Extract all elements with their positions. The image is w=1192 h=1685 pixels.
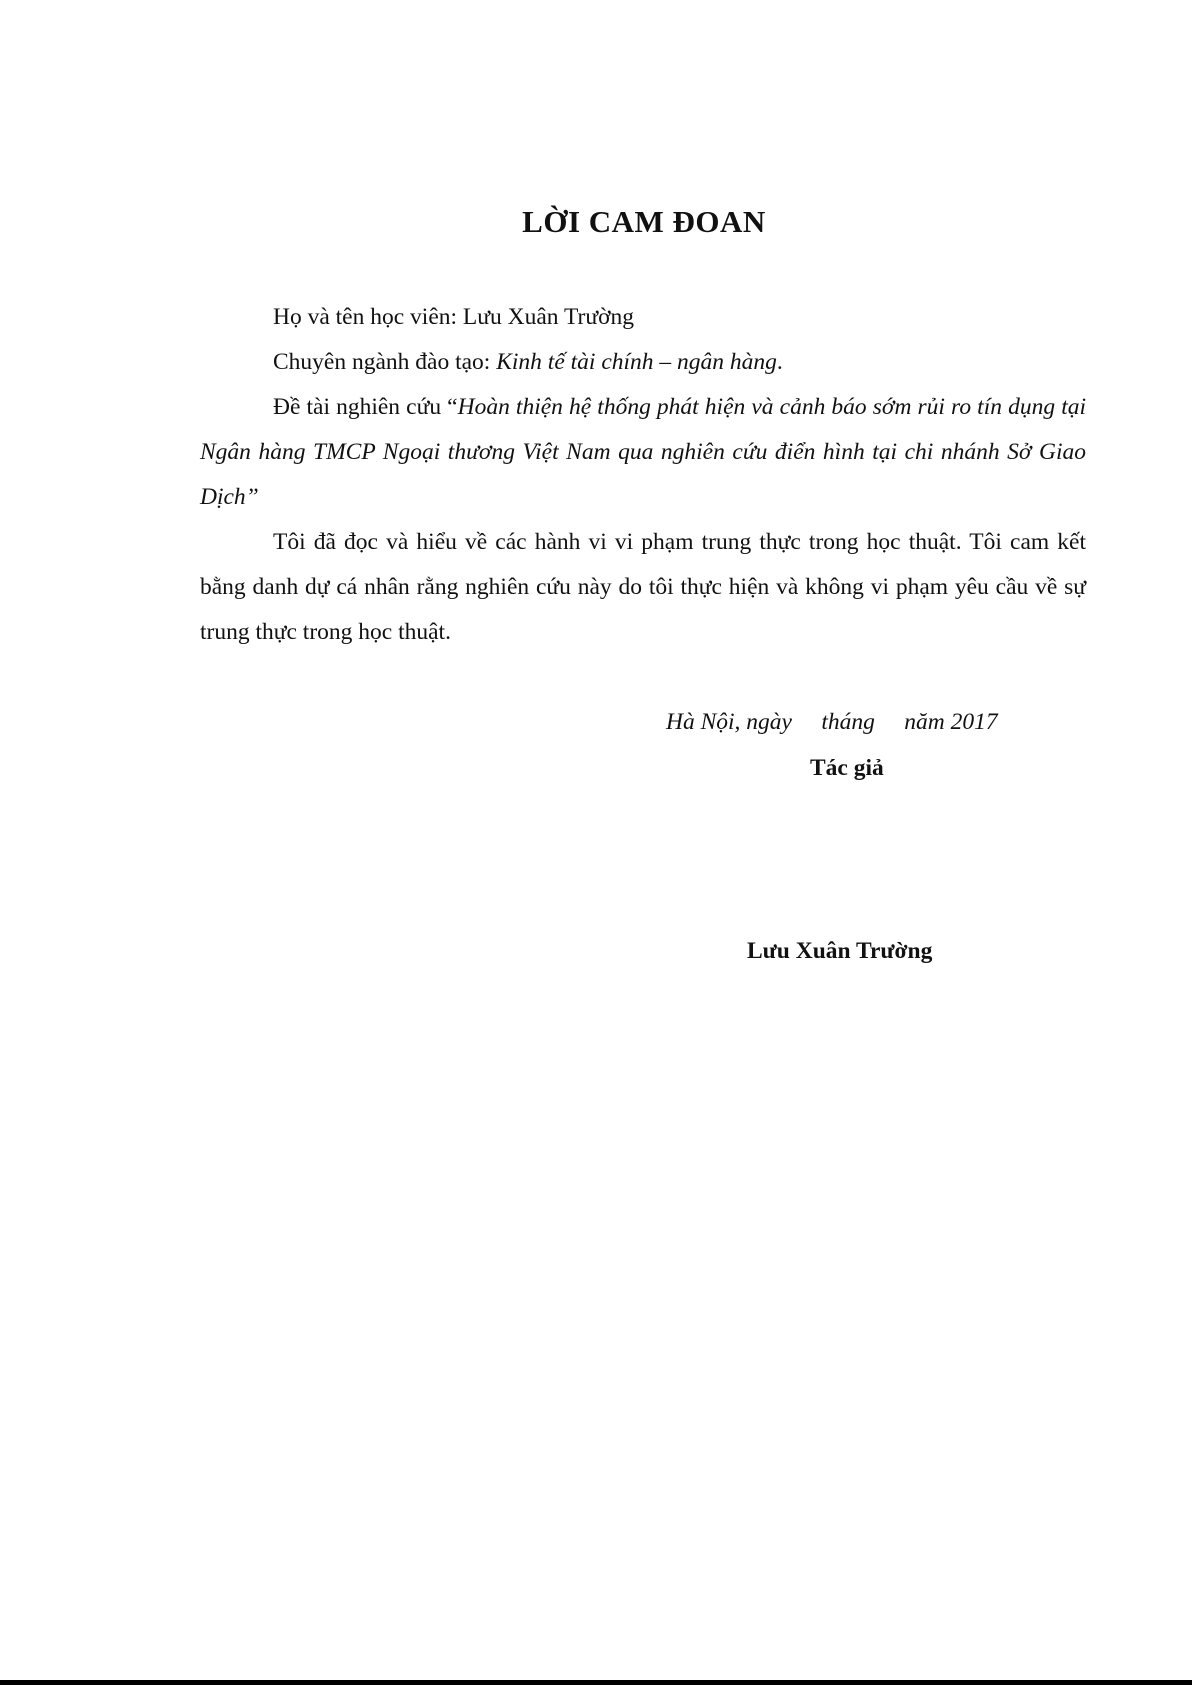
major-label: Chuyên ngành đào tạo:	[273, 349, 497, 375]
topic-label: Đề tài nghiên cứu “	[273, 394, 458, 420]
declaration-paragraph: Tôi đã đọc và hiểu về các hành vi vi phạm trung thực trong học thuật. Tôi cam kết bằng danh dự cá nhân rằng nghiên cứu này do tôi thực hiện và không vi phạm yêu cầu về sự trung thực trong học thuật.	[200, 529, 1086, 645]
student-label: Họ và tên học viên:	[273, 304, 463, 330]
page-edge-divider	[0, 1680, 1192, 1685]
place-date: Hà Nội, ngày tháng năm 2017	[666, 709, 998, 735]
topic-value: Hoàn thiện hệ thống phát hiện và cảnh báo sớm rủi ro tín dụng tại Ngân hàng TMCP Ngoại thương Việt Nam qua nghiên cứu điển hình tại chi nhánh Sở Giao Dịch”	[200, 394, 1086, 510]
major-line	[200, 340, 1086, 385]
document-title: LỜI CAM ĐOAN	[522, 204, 766, 239]
author-label: Tác giả	[810, 755, 884, 781]
student-line	[200, 295, 1086, 340]
topic-paragraph	[200, 385, 1086, 520]
declaration-body	[200, 295, 1086, 655]
major-end: .	[776, 349, 783, 375]
signature-name: Lưu Xuân Trường	[747, 938, 933, 964]
student-name: Lưu Xuân Trường	[462, 304, 634, 330]
major-value: Kinh tế tài chính – ngân hàng	[496, 349, 777, 375]
